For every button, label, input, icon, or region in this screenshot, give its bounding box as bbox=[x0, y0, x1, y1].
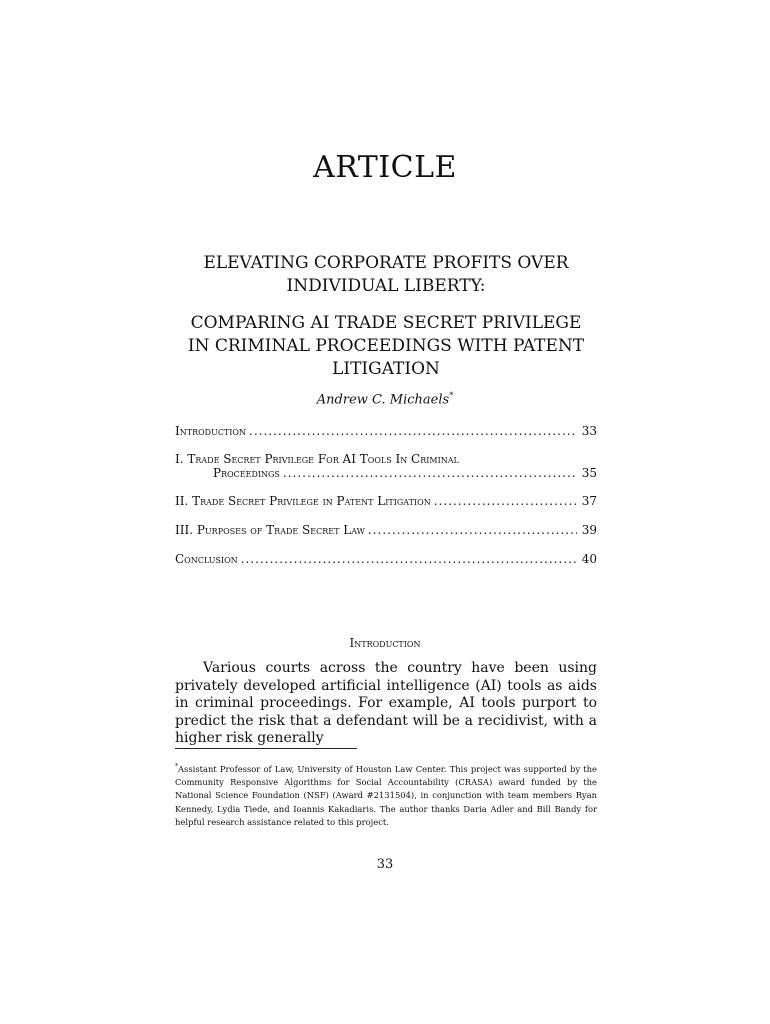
toc-entry-introduction[interactable] bbox=[175, 424, 597, 438]
toc-page: 35 bbox=[581, 466, 597, 480]
toc-leader-dots bbox=[249, 424, 577, 438]
toc-leader-dots bbox=[368, 523, 577, 537]
title-line-2: INDIVIDUAL LIBERTY: bbox=[286, 276, 486, 296]
toc-leader-dots bbox=[283, 466, 577, 480]
toc-page: 37 bbox=[581, 494, 597, 508]
page-number: 33 bbox=[376, 857, 394, 872]
toc-label-line-1: I. Trade Secret Privilege For AI Tools In Criminal bbox=[175, 452, 459, 466]
title-line-1: ELEVATING CORPORATE PROFITS OVER bbox=[203, 253, 569, 273]
subtitle-line-1: COMPARING AI TRADE SECRET PRIVILEGE bbox=[190, 313, 582, 333]
footnote-divider bbox=[175, 748, 357, 749]
toc-page: 39 bbox=[581, 523, 597, 537]
subtitle-line-2: IN CRIMINAL PROCEEDINGS WITH PATENT bbox=[187, 336, 585, 356]
toc-entry-part-one[interactable] bbox=[175, 452, 597, 480]
toc-entry-conclusion[interactable] bbox=[175, 552, 597, 566]
toc-label: II. Trade Secret Privilege in Patent Litigation bbox=[175, 494, 431, 508]
toc-page: 40 bbox=[581, 552, 597, 566]
section-heading: Introduction bbox=[349, 636, 421, 650]
footnote-mark: * bbox=[175, 763, 178, 770]
toc-leader-dots bbox=[434, 494, 577, 508]
toc-label: Introduction bbox=[175, 424, 246, 438]
article-label: ARTICLE bbox=[313, 150, 457, 185]
toc-leader-dots bbox=[241, 552, 577, 566]
footnote-text: Assistant Professor of Law, University of Houston Law Center. This project was supported by the Community Responsive Algorithms for Social Accountability (CRASA) award funded by the National Science Foundation (NSF) (Award #2131504), in conjunction with team members Ryan Kennedy, Lydia Tiede, and Ioannis Kakadiaris. The author thanks Daria Adler and Bill Bandy for helpful research assistance related to this project. bbox=[175, 763, 597, 827]
author-name: Andrew C. Michaels bbox=[316, 392, 450, 408]
toc-page: 33 bbox=[581, 424, 597, 438]
toc-label-line-2: Proceedings bbox=[213, 466, 280, 480]
article-title bbox=[175, 252, 597, 298]
article-subtitle bbox=[175, 312, 597, 381]
author-line bbox=[0, 391, 770, 407]
toc-entry-part-three[interactable] bbox=[175, 523, 597, 537]
toc-entry-part-two[interactable] bbox=[175, 494, 597, 508]
author-footnote-mark: * bbox=[449, 391, 454, 400]
toc-label: Conclusion bbox=[175, 552, 238, 566]
toc-label: III. Purposes of Trade Secret Law bbox=[175, 523, 365, 537]
table-of-contents bbox=[175, 424, 597, 566]
footnote bbox=[175, 760, 597, 829]
subtitle-line-3: LITIGATION bbox=[332, 359, 440, 379]
body-paragraph: Various courts across the country have been using privately developed artificial intelligence (AI) tools as aids in criminal proceedings. For example, AI tools purport to predict the risk that a defendant will be a recidivist, with a higher risk generally bbox=[175, 660, 597, 746]
